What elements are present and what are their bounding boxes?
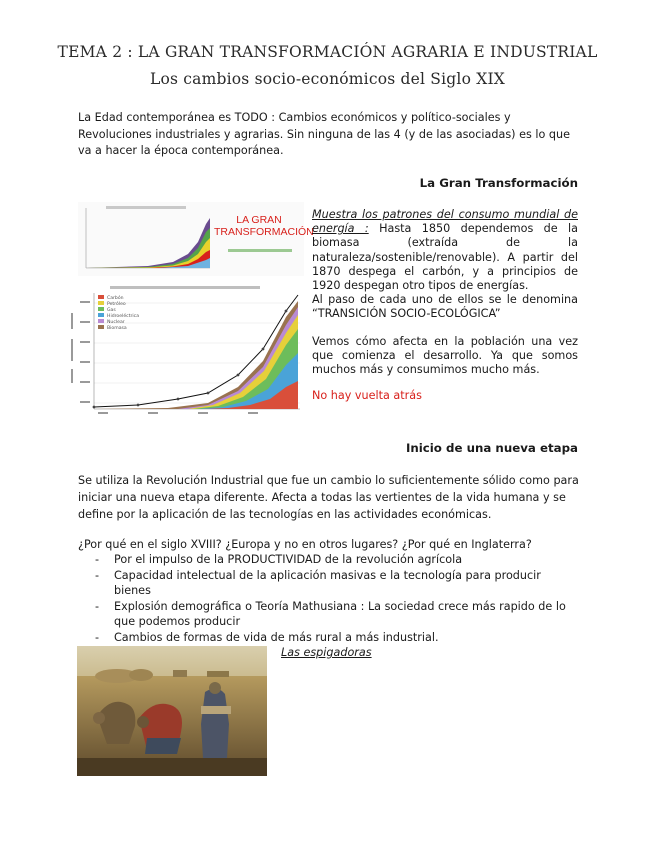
- list-item-text: Cambios de formas de vida de más rural a más industrial.: [114, 630, 439, 644]
- energy-lead-underlined: Muestra los patrones del consumo mundial de energía :: [312, 208, 578, 236]
- chart-title-placeholder: [110, 286, 260, 289]
- reasons-list: [95, 552, 575, 645]
- legend-label-1: Petróleo: [107, 302, 126, 307]
- legend-label-2: Gas: [107, 308, 116, 313]
- list-item-text: Explosión demográfica o Teoría Mathusiana : La sociedad crece más rapido de lo que podemos producir: [114, 599, 566, 628]
- intro-paragraph: La Edad contemporánea es TODO : Cambios económicos y político-sociales y Revoluciones industriales y agrarias. Sin ninguna de las 4 (y de las asociadas) es lo que va a hacer la época contemporánea.: [78, 111, 570, 157]
- energy-lead-rest: Hasta 1850 dependemos de la biomasa (extraída de la naturaleza/sostenible/renovable). A partir del 1870 despega el carbón, y a principios de 1920 despegan otro tipos de energías.: [312, 222, 578, 293]
- legend-swatch-2: [98, 307, 104, 311]
- title-line-1: TEMA 2 : LA GRAN TRANSFORMACIÓN AGRARIA E INDUSTRIAL: [57, 43, 598, 61]
- figure-energy-consumption: [68, 283, 308, 418]
- figure-label-line2: TRANSFORMACIÓN: [214, 226, 314, 238]
- list-item: [95, 599, 575, 630]
- legend-swatch-5: [98, 325, 104, 329]
- figure-label: [214, 214, 314, 238]
- energy-description: [312, 208, 578, 403]
- figure-label-line1: LA GRAN: [236, 214, 282, 226]
- section-heading-gran-transformacion: La Gran Transformación: [419, 176, 578, 190]
- energy-paragraph-2: Al paso de cada uno de ellos se le denomina “TRANSICIÓN SOCIO-ECOLÓGICA”: [312, 293, 578, 321]
- bullet-dash: -: [95, 553, 100, 566]
- red-note: No hay vuelta atrás: [312, 389, 422, 403]
- legend-label-5: Biomasa: [107, 326, 127, 331]
- legend-swatch-1: [98, 301, 104, 305]
- painting-caption: Las espigadoras: [281, 646, 372, 659]
- legend-swatch-3: [98, 313, 104, 317]
- painting-image: [77, 646, 267, 776]
- question-line: ¿Por qué en el siglo XVIII? ¿Europa y no en otros lugares? ¿Por qué en Inglaterra?: [78, 538, 532, 551]
- legend-label-3: Hidroeléctrica: [107, 314, 140, 319]
- title-line-2: Los cambios socio-económicos del Siglo XIX: [149, 70, 506, 88]
- list-item-text: Por el impulso de la PRODUCTIVIDAD de la revolución agrícola: [114, 553, 463, 566]
- figure-gran-transformacion: [78, 202, 314, 276]
- list-item-text: Capacidad intelectual de la aplicación masivas e la tecnología para producir bienes: [114, 568, 541, 597]
- energy-paragraph-1: [312, 208, 578, 293]
- legend-label-4: Nuclear: [107, 320, 125, 325]
- bullet-dash: -: [95, 630, 100, 644]
- bullet-dash: -: [95, 599, 100, 613]
- figure-sub-caption: [228, 249, 292, 252]
- list-item: [95, 568, 575, 599]
- energy-paragraph-3: Vemos cómo afecta en la población una vez que comienza el desarrollo. Ya que somos muchos más y consumimos mucho más.: [312, 334, 578, 377]
- legend-swatch-4: [98, 319, 104, 323]
- revolution-paragraph: Se utiliza la Revolución Industrial que fue un cambio lo suficientemente sólido como para iniciar una nueva etapa diferente. Afecta a todas las vertientes de la vida humana y se define por la aplicación de las tecnologías en las actividades económicas.: [78, 474, 579, 521]
- list-item: [95, 630, 575, 646]
- legend-label-0: Carbón: [107, 296, 124, 301]
- painting-las-espigadoras: [77, 646, 267, 776]
- list-item: [95, 552, 575, 568]
- legend-swatch-0: [98, 295, 104, 299]
- mini-title-placeholder: [106, 206, 186, 209]
- energy-consumption-chart: [68, 283, 308, 418]
- bullet-dash: -: [95, 568, 100, 582]
- section-heading-nueva-etapa: Inicio de una nueva etapa: [405, 441, 578, 455]
